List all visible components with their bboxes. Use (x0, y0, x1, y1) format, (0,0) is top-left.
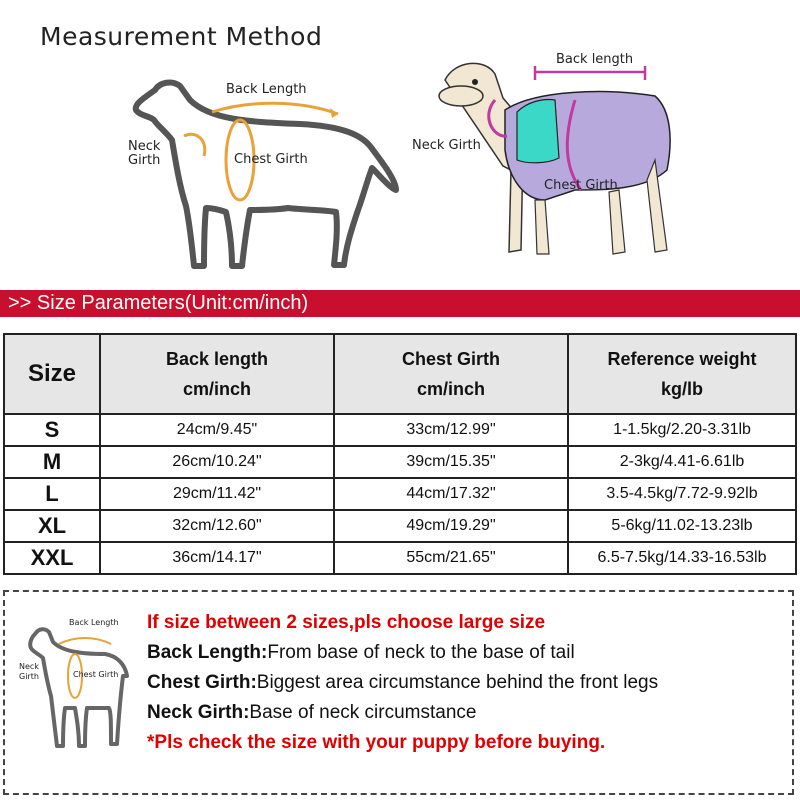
size-cell: XL (4, 510, 100, 542)
back-length-cell: 32cm/12.60" (100, 510, 334, 542)
weight-cell: 6.5-7.5kg/14.33-16.53lb (568, 542, 796, 574)
dog-jacket-diagram (405, 40, 705, 270)
weight-cell: 1-1.5kg/2.20-3.31lb (568, 414, 796, 446)
weight-cell: 3.5-4.5kg/7.72-9.92lb (568, 478, 796, 510)
notes-text (147, 608, 658, 758)
size-parameters-banner (0, 290, 800, 317)
mini-back-length-label: Back Length (69, 618, 119, 627)
table-row (4, 414, 796, 446)
header-size: Size (4, 334, 100, 414)
mini-dog-diagram (13, 612, 133, 762)
header-back-length: Back length cm/inch (100, 334, 334, 414)
table-row (4, 446, 796, 478)
left-back-length-label: Back Length (226, 82, 307, 97)
back-length-cell: 29cm/11.42" (100, 478, 334, 510)
size-warning: *Pls check the size with your puppy before buying. (147, 732, 606, 753)
back-length-cell: 24cm/9.45" (100, 414, 334, 446)
size-cell: S (4, 414, 100, 446)
back-length-note: Back Length:From base of neck to the base of tail (147, 642, 575, 663)
weight-cell: 2-3kg/4.41-6.61lb (568, 446, 796, 478)
chest-girth-cell: 49cm/19.29" (334, 510, 568, 542)
right-back-length-label: Back length (556, 52, 634, 67)
size-table (3, 333, 797, 575)
left-neck-girth-label: Neck Girth (128, 139, 161, 168)
banner-text: >> Size Parameters(Unit:cm/inch) (8, 292, 309, 314)
table-row (4, 542, 796, 574)
chest-girth-cell: 44cm/17.32" (334, 478, 568, 510)
chest-girth-cell: 55cm/21.65" (334, 542, 568, 574)
header-chest-girth: Chest Girth cm/inch (334, 334, 568, 414)
size-cell: XXL (4, 542, 100, 574)
header-reference-weight: Reference weight kg/lb (568, 334, 796, 414)
neck-girth-arrow (184, 134, 205, 156)
right-neck-girth-label: Neck Girth (412, 138, 481, 153)
chest-girth-cell: 33cm/12.99" (334, 414, 568, 446)
size-tip: If size between 2 sizes,pls choose large size (147, 612, 546, 633)
measurement-title: Measurement Method (40, 22, 323, 51)
chest-girth-note: Chest Girth:Biggest area circumstance behind the front legs (147, 672, 659, 693)
dog-body-outline (136, 83, 396, 266)
table-row (4, 510, 796, 542)
table-header-row (4, 334, 796, 414)
neck-girth-note: Neck Girth:Base of neck circumstance (147, 702, 477, 723)
back-length-cell: 36cm/14.17" (100, 542, 334, 574)
measurement-section (0, 0, 800, 288)
left-chest-girth-label: Chest Girth (234, 152, 308, 167)
size-cell: M (4, 446, 100, 478)
chest-girth-cell: 39cm/15.35" (334, 446, 568, 478)
mini-chest-girth-label: Chest Girth (73, 670, 119, 679)
back-length-arrow (212, 103, 338, 114)
jacket-panel (517, 100, 559, 163)
size-cell: L (4, 478, 100, 510)
right-chest-girth-label: Chest Girth (544, 178, 618, 193)
mini-neck-girth-label: Neck Girth (19, 662, 39, 681)
back-length-cell: 26cm/10.24" (100, 446, 334, 478)
weight-cell: 5-6kg/11.02-13.23lb (568, 510, 796, 542)
table-row (4, 478, 796, 510)
size-table-wrapper (3, 333, 795, 575)
notes-box (3, 590, 794, 795)
